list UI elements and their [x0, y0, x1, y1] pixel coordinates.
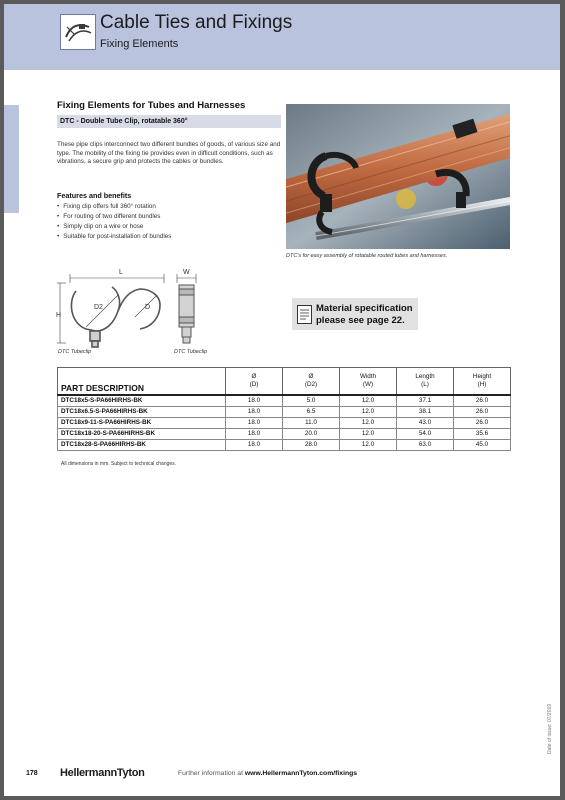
material-spec-text — [316, 303, 413, 327]
col-header-height: Height (H) — [454, 368, 511, 395]
feature-item: • For routing of two different bundles — [57, 212, 171, 222]
features-list — [57, 202, 171, 242]
col-header-d: Ø (D) — [226, 368, 283, 395]
col-header-width: Width (W) — [340, 368, 397, 395]
footer-info: Further information at www.HellermannTyton.com/fixings — [178, 770, 358, 777]
catalog-page — [4, 4, 560, 796]
material-spec-box — [292, 298, 418, 330]
feature-item: • Suitable for post-installation of bundles — [57, 232, 171, 242]
dim-d-label: D — [145, 304, 151, 311]
footer-link[interactable]: www.HellermannTyton.com/fixings — [244, 770, 358, 777]
table-header-row — [58, 368, 511, 395]
table-row: DTC18x18-20-S-PA66HIRHS-BK 18.0 20.0 12.0 54.0 35.6 — [58, 428, 511, 439]
table-note: All dimensions in mm. Subject to technical changes. — [61, 461, 177, 467]
page-header — [4, 4, 560, 70]
feature-item: • Simply clip on a wire or hose — [57, 222, 171, 232]
dim-w-label: W — [183, 269, 190, 276]
dim-h-label: H — [56, 312, 62, 319]
material-spec-line1: Material specification — [316, 303, 413, 314]
product-photo — [286, 104, 510, 249]
product-line-bar: DTC - Double Tube Clip, rotatable 360° — [57, 115, 281, 128]
page-number: 178 — [26, 770, 38, 777]
col-header-part: PART DESCRIPTION — [58, 368, 226, 395]
drawing-label-front: DTC Tubeclip — [58, 349, 92, 355]
page-subtitle: Fixing Elements — [100, 38, 179, 50]
document-icon — [297, 305, 312, 324]
dim-d2-label: D2 — [94, 304, 103, 311]
cable-tie-icon — [60, 14, 96, 50]
section-title: Fixing Elements for Tubes and Harnesses — [57, 100, 246, 111]
date-of-issue: Date of issue: 07/2019 — [547, 703, 553, 754]
col-header-d2: Ø (D2) — [283, 368, 340, 395]
dim-l-label: L — [119, 269, 123, 276]
technical-drawing — [56, 261, 231, 363]
page-title: Cable Ties and Fixings — [100, 12, 293, 33]
brand-logo: HellermannTyton — [60, 767, 145, 779]
photo-caption: DTC's for easy assembly of rotatable routed tubes and harnesses. — [286, 253, 448, 259]
material-spec-line2: please see page 22. — [316, 315, 405, 326]
table-row: DTC18x28-S-PA66HIRHS-BK 18.0 28.0 12.0 63.0 45.0 — [58, 439, 511, 450]
col-header-length: Length (L) — [397, 368, 454, 395]
table-row: DTC18x9-11-S-PA66HIRHS-BK 18.0 11.0 12.0 43.0 26.0 — [58, 417, 511, 428]
table-row: DTC18x5-S-PA66HIRHS-BK 18.0 5.0 12.0 37.1 26.0 — [58, 395, 511, 407]
side-tab — [4, 105, 19, 213]
feature-item: • Fixing clip offers full 360° rotation — [57, 202, 171, 212]
intro-text: These pipe clips interconnect two different bundles of goods, of various size and type. The mobility of the fixing tie provides even in difficult conditions, such as vibrations, a secure grip and protects the cables or bundles. — [57, 141, 281, 166]
table-row: DTC18x6.5-S-PA66HIRHS-BK 18.0 6.5 12.0 38.1 26.0 — [58, 406, 511, 417]
drawing-label-side: DTC Tubeclip — [174, 349, 208, 355]
spec-table — [57, 367, 511, 451]
features-title: Features and benefits — [57, 191, 132, 200]
